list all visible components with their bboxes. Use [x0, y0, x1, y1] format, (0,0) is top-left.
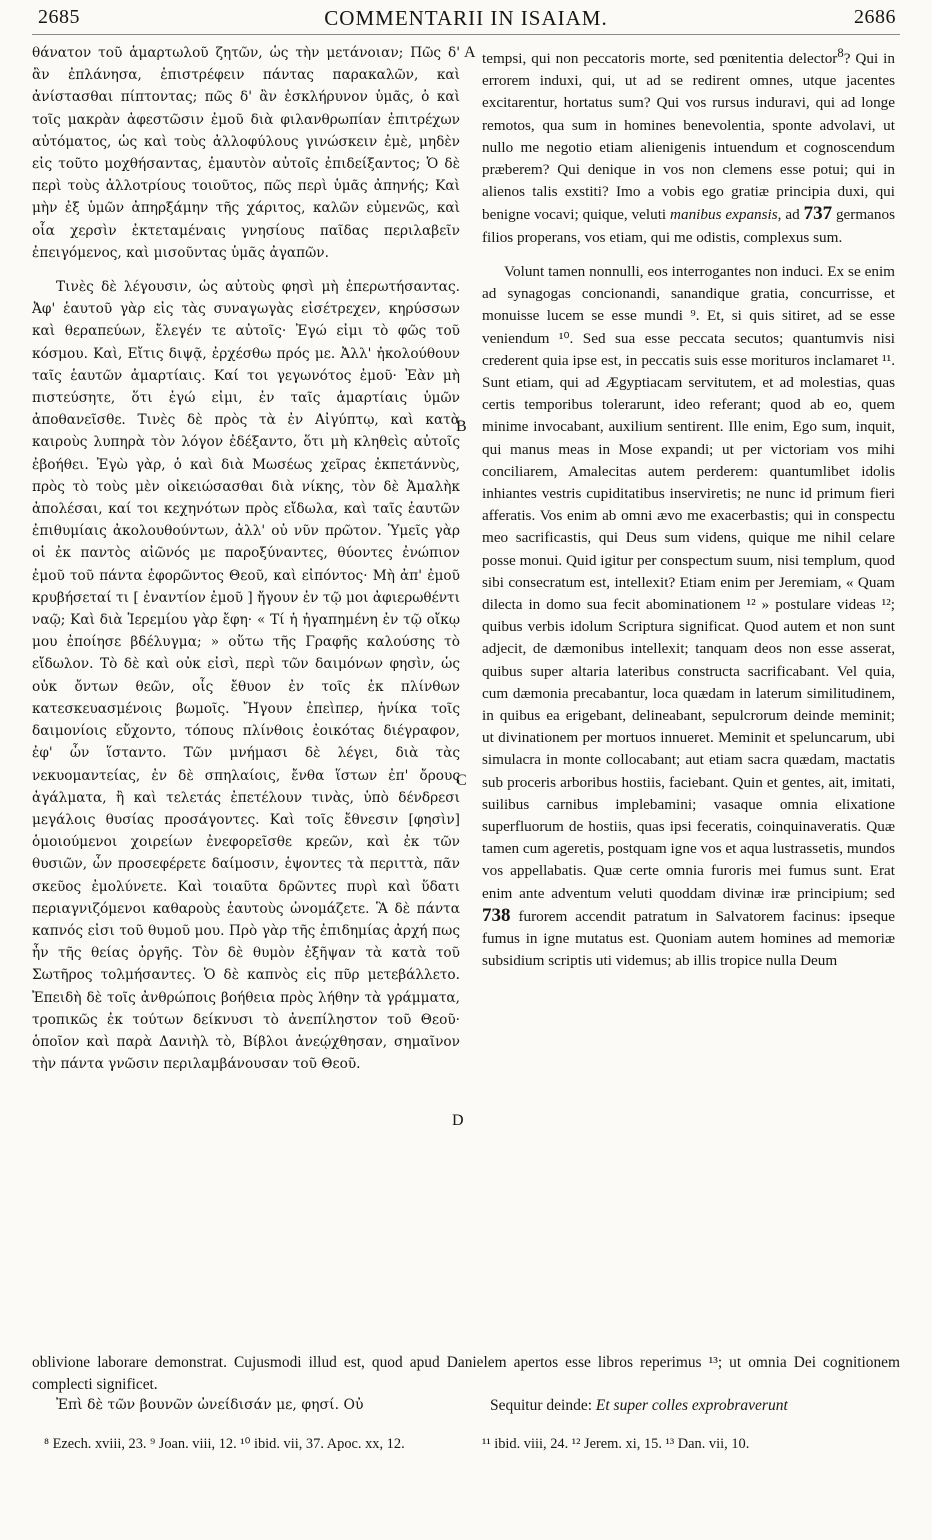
- latin-text-2: Volunt tamen nonnulli, eos interrogantes non induci. Ex se enim ad synagogas concionandi, sanandique gratia, concurrisse, et monuisse lucem se esse mundi ⁹. Et, si quis sitiret, ad se esse veniendum ¹⁰. Sed sua esse peccata secutos; quantumvis nisi crederent quia ipse est, in peccatis suis esse morituros inclamaret ¹¹. Sunt etiam, qui ad Ægyptiacam servitutem, et ad molestias, quas certis temporibus tolerarunt, ideo referant; quod ab eo, quem minime invocabant, auxilium sentirent. Ille enim, Ego sum, inquit, qui manus meas in Mose expandi; ut per victoriam vos mihi conciliarem, Amalecitas autem perderem: quantumlibet idolis inhiantes vestris cupiditatibus inserviretis; ne nunc id primum fieri afferatis. Vos enim ab omni ævo me exacerbastis; qui in conspectu meo sacrificastis, qui Deus sum videns, quique me nihil celare posse monui. Quid igitur per conspectum suum, nisi templum, quod sibi consecratum est, intellexit? Etiam enim per Jeremiam, « Quam dilecta in domo sua fecit abominationem ¹² » postulare videas ¹²; quibus verbis idolum Scriptura significat. Quod autem et non sunt adjecit, de dæmonibus intellexit; tanquam deos non esse asserat, quibus super altaria lateribus constructa sacrificabant. Vel quia, cum dæmonia precabantur, loca quædam in laterum similitudinem, in quibus ea erigebant, delineabant, sepulcrorum deinde meminit; ut divinationem per mortuos innueret. Meminit et speluncarum, ubi simulacra in monte collocabant; aut etiam sacra quædam, mactatis sub proceris arboribus hostiis, faciebant. Quin et gentes, ait, imitati, suilibus carnibus implebamini; vasaque omnia elixatione superfluorum de hostiis, quas ipsi feceratis, coinquinaveratis. Quæ tamen cum ageretis, postquam igne vos et aqua lustrassetis, mundos vos appellabatis. Quæ certe omnia furoris mei fumus sunt. Erat enim ante adventum veluti quoddam divinæ iræ principium; sed: [482, 262, 895, 902]
- greek-paragraph-2: Τινὲς δὲ λέγουσιν, ὡς αὐτοὺς φησὶ μὴ ἐπερωτήσαντας. Ἀφ' ἑαυτοῦ γὰρ εἰς τὰς συναγωγὰς εἰσέτρεχεν, κηρύσσων καὶ θεραπεύων, ἔλεγέν τε αὐτοῖς· Ἐγώ εἰμι τὸ φῶς τοῦ κόσμου. Καὶ, Εἴτις διψᾷ, ἐρχέσθω πρός με. Ἀλλ' ἠκολούθουν ταῖς ἑαυτῶν ἁμαρτίαις. Καί τοι γεγωνότος ἐμοῦ· Ἐὰν μὴ πιστεύσητε, ὅτι ἐγώ εἰμι, ἐν ταῖς ἁμαρτίαις ὑμῶν ἀποθανεῖσθε. Τινὲς δὲ πρὸς τὰ ἐν Αἰγύπτῳ, καὶ κατὰ καιροὺς λυπηρὰ τὸν λόγον ἐδέξαντο, ὅτι μὴ κληθεὶς αὐτοῖς ἐβοήθει. Ἐγὼ γὰρ, ὁ καὶ διὰ Μωσέως χεῖρας ἐκπετάννὺς, πρὸς τὸ τοὺς μὲν οἰκειώσασθαι διὰ νίκης, τὸν δὲ Ἀμαλὴκ ἀπολέσαι, καί τοι κεχηνότων πρὸς εἴδωλα, καὶ ταῖς ἑαυτῶν ἐπιθυμίαις ἀκολουθούντων, ἀλλ' οὐ νῦν πρῶτον. Ὑμεῖς γὰρ οἱ ἐκ παντὸς αἰῶνός με παροξύναντες, θύοντες ἐνώπιον ἐμοῦ τοῦ πάντα ἐφορῶντος Θεοῦ, καὶ εἰπόντος· Μὴ ἀπ' ἐμοῦ κρυβήσεταί τι [ ἐναντίον ἐμοῦ ] ἤγουν ἐν τῷ μοι ἀφιερωθέντι ναῷ; Καὶ διὰ Ἱερεμίου γὰρ ἔφη· « Τί ἡ ἠγαπημένη ἐν τῷ οἴκῳ μου ἐποίησε βδέλυγμα; » οὕτω τῆς Γραφῆς καλούσης τὸ εἴδωλον. Τὸ δὲ καὶ οὐκ εἰσὶ, περὶ τῶν δαιμόνων φησὶν, ὡς οὐκ ὄντων θεῶν, οἷς ἔθυον ἐν τοῖς ἐκ πλίνθων κατεσκευασμένοις βωμοῖς. Ἤγουν ἐπεὶπερ, ἡνίκα τοῖς δαιμονίοις εὔχοντο, τόπους πλίνθοις ἐοικότας διέγραφον, ἐφ' ὧν ἵσταντο. Τῶν μνήμασι δὲ λέγει, διὰ τὰς νεκυομαντείας, ἐν δὲ σπηλαίοις, ἔνθα ἵστων ἐπ' ὄρους ἀγάλματα, ἢ καὶ τελετάς ἐπετέλουν τινὰς, ὑπὸ δένδρεσι μεγάλοις θυσίας προσάγοντες. Καὶ τοῖς ἔθνεσιν [φησὶν] ὁμοιούμενοι χοιρείων ἐνεφορεῖσθε κρεῶν, καὶ ἐκ τῶν θυσιῶν, ὧν προσεφέρετε δαίμοσιν, ἑψοντες τὰ περιττὰ, πᾶν σκεῦος ἐμολύνετε. Καὶ τοιαῦτα δρῶντες πυρὶ καὶ ὕδατι περιαγνιζόμενοι καθαροὺς ἑαυτοὺς ὠνομάζετε. Ἃ δὲ πάντα καπνός εἰσι τοῦ θυμοῦ μου. Πρὸ γὰρ τῆς ἐπιδημίας ἀρχή πως ἦν τῆς θείας ὀργῆς. Τὸν δὲ θυμὸν ἐξῆψαν τὰ κατὰ τοῦ Σωτῆρος τολμήσαντες. Ὁ δὲ καπνὸς εἰς πῦρ μετεβάλλετο. Ἐπειδὴ δὲ τοῖς ἀνθρώποις βοήθεια πρὸς λήθην τὰ γράμματα, τροπικῶς ἐκ τούτων δείκνυσι τὸ ἀνεπίληστον τοῦ Θεοῦ· ὁποῖον καὶ παρὰ Δανιὴλ τὸ, Βίβλοι ἀνεῴχθησαν, σημαῖνον τὴν πάντα γνῶσιν περιλαμβάνουσαν τοῦ Θεοῦ.: [32, 279, 460, 1073]
- greek-paragraph-1: θάνατον τοῦ ἁμαρτωλοῦ ζητῶν, ὡς τὴν μετάνοιαν; Πῶς δ' ἂν ἐπλάνησα, ἐπιστρέφειν πάντας παρακαλῶν, καὶ ἀνίστασθαι πίπτοντας; πῶς δ' ἂν ἐσκλήρυνον ὑμᾶς, ὁ καὶ τοῖς μακρὰν ἀφεστῶσιν ἐμοῦ διὰ φιλανθρωπίαν ἐπιτρέχων αὐτόματος, ὡς καὶ τοὺς ἀλλοφύλους γινώσκειν ἐμὲ, μηδὲν εἰς τοῦτο μοχθήσαντας, ἐμαυτὸν αὐτοῖς ἐπιδείξαντος; Ὁ δὲ περὶ τοὺς ἀλλοτρίους τοιοῦτος, πῶς περὶ ὑμᾶς ἀπηνής; Καὶ μὴν ἐξ ὑμῶν ἀπηρξάμην τῆς χάριτος, καλῶν εὐμενῶς, καὶ οἷα χερσὶν ἐκτεταμέναις γνησίους παῖδας περιλαβεῖν ἐπειγόμενος, καὶ μισοῦντας ὑμᾶς ἀγαπῶν.: [32, 45, 460, 261]
- latin-text-1d: germanos filios properans, vos etiam, qui me odistis, complexus sum.: [482, 206, 895, 246]
- latin-sequel-italic: Et super colles exprobraverunt: [595, 1397, 788, 1414]
- column-number-738: 738: [482, 904, 511, 926]
- latin-paragraph-1: [482, 42, 895, 249]
- latin-text-1c: , ad: [777, 206, 804, 224]
- header-rule: [32, 34, 900, 35]
- column-number-737: 737: [803, 203, 833, 225]
- latin-italic-manibus: manibus expansis: [670, 206, 778, 224]
- latin-column: [482, 42, 895, 972]
- footnotes-left: ⁸ Ezech. xviii, 23. ⁹ Joan. viii, 12. ¹⁰ ibid. vii, 37. Apoc. xx, 12.: [44, 1436, 405, 1452]
- footnote-ref-8: 8: [837, 46, 844, 60]
- full-width-continuation: oblivione laborare demonstrat. Cujusmodi illud est, quod apud Danielem apertos esse libros reperimus ¹³; ut omnia Dei cognitionem complecti significet.: [32, 1354, 900, 1393]
- margin-letter-c: C: [456, 772, 467, 789]
- latin-text-1b: ? Qui in errorem induxi, qui, ut ad se redirent omnes, utque jacentes excitarentur, hortatus sum? Qui vos rursus induravi, qui ad longe remotos, qua sum in homines benevolentia, sponte advolavi, ut nullo me negotio etiam alienigenis intuendum et cognoscendum præberem? Qui denique in vos non clemens esse potui; qui in alienos talis exstiti? Imo a vobis ego gratiæ principia duxi, qui benigne vocavi; quique, veluti: [482, 50, 895, 224]
- latin-sequel-line: [490, 1397, 900, 1415]
- margin-letter-b: B: [456, 418, 467, 435]
- page-number-left: 2685: [38, 6, 80, 28]
- margin-letter-a: A: [464, 44, 476, 61]
- running-title: COMMENTARII IN ISAIAM.: [324, 6, 608, 30]
- greek-sequel-line: Ἐπὶ δὲ τῶν βουνῶν ὠνείδισάν με, φησί. Οὐ: [56, 1397, 364, 1413]
- latin-text-2-end: furorem accendit patratum in Salvatorem facinus: ipseque fumus in igne mutatus est. Quoniam autem homines ad memoriæ subsidium scriptis uti videmus; ab illis tropice nulla Deum: [482, 907, 895, 970]
- latin-text-1a: tempsi, qui non peccatoris morte, sed pœnitentia delector: [482, 50, 838, 68]
- latin-paragraph-2: [482, 261, 895, 973]
- latin-sequel-text: Sequitur deinde:: [490, 1397, 596, 1414]
- margin-letter-d: D: [452, 1112, 464, 1129]
- footnotes-right: ¹¹ ibid. viii, 24. ¹² Jerem. xi, 15. ¹³ Dan. vii, 10.: [482, 1436, 750, 1452]
- page-number-right: 2686: [854, 6, 896, 28]
- running-header: [0, 6, 932, 36]
- greek-column: [32, 42, 460, 1075]
